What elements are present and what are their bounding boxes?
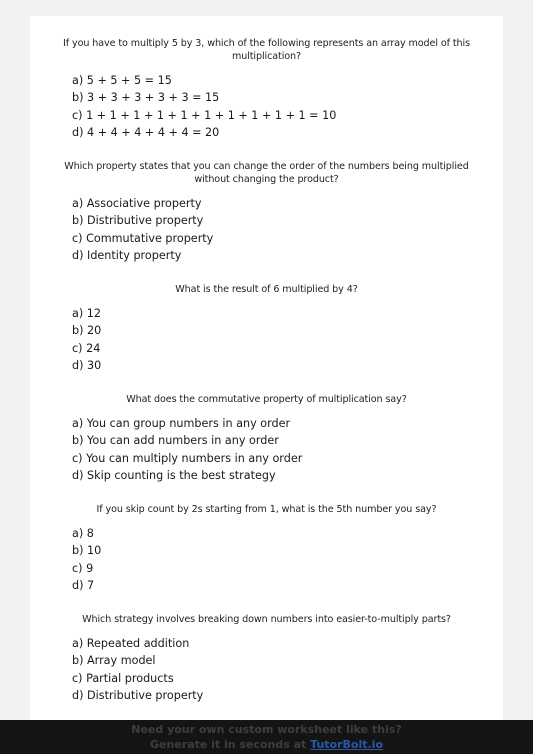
banner-line-1: Need your own custom worksheet like this? [131, 723, 402, 736]
answer-option: d) Skip counting is the best strategy [72, 468, 276, 482]
answer-option: c) Partial products [72, 671, 174, 685]
question-text: What does the commutative property of multiplication say? [126, 394, 407, 405]
answer-option: b) 3 + 3 + 3 + 3 + 3 = 15 [72, 91, 220, 105]
answer-option: b) 10 [72, 544, 102, 558]
answer-options [72, 305, 503, 374]
answer-option: d) 30 [72, 358, 102, 372]
worksheet-page [30, 16, 503, 720]
answer-option: b) 20 [72, 324, 102, 338]
answer-option: a) Repeated addition [72, 637, 190, 650]
question-1 [30, 37, 503, 141]
answer-option: c) 24 [72, 341, 101, 355]
answer-options [72, 72, 503, 141]
banner-line-2-text: Generate it in seconds at [150, 737, 311, 751]
answer-option: c) You can multiply numbers in any order [72, 451, 303, 465]
question-2 [30, 160, 503, 264]
answer-option: d) 7 [72, 578, 95, 592]
answer-option: d) Distributive property [72, 688, 204, 702]
answer-option: b) You can add numbers in any order [72, 434, 279, 448]
answer-option: c) 1 + 1 + 1 + 1 + 1 + 1 + 1 + 1 + 1 + 1 = 10 [72, 108, 337, 122]
question-text: If you have to multiply 5 by 3, which of the following represents an array model of this multiplication? [63, 38, 470, 62]
question-4 [30, 393, 503, 484]
question-6 [30, 613, 503, 704]
answer-option: a) 12 [72, 307, 102, 320]
question-text: Which strategy involves breaking down numbers into easier-to-multiply parts? [82, 614, 451, 625]
question-3 [30, 283, 503, 374]
answer-options [72, 195, 503, 264]
answer-options [72, 415, 503, 484]
question-text: What is the result of 6 multiplied by 4? [175, 284, 358, 295]
banner-line-2 [0, 738, 533, 753]
question-5 [30, 503, 503, 594]
answer-option: a) 8 [72, 527, 94, 540]
answer-option: d) Identity property [72, 248, 182, 262]
promo-banner [0, 720, 533, 754]
answer-option: a) You can group numbers in any order [72, 417, 291, 430]
answer-option: a) 5 + 5 + 5 = 15 [72, 74, 172, 87]
answer-option: c) 9 [72, 561, 94, 575]
question-text: Which property states that you can change the order of the numbers being multiplied without changing the product? [64, 161, 469, 185]
answer-option: a) Associative property [72, 197, 202, 210]
question-text: If you skip count by 2s starting from 1, what is the 5th number you say? [96, 504, 437, 515]
answer-option: c) Commutative property [72, 231, 214, 245]
tutorbolt-link[interactable]: TutorBolt.io [310, 737, 383, 751]
answer-option: d) 4 + 4 + 4 + 4 + 4 = 20 [72, 125, 220, 139]
answer-option: b) Array model [72, 654, 156, 668]
answer-options [72, 525, 503, 594]
answer-options [72, 635, 503, 704]
answer-option: b) Distributive property [72, 214, 204, 228]
